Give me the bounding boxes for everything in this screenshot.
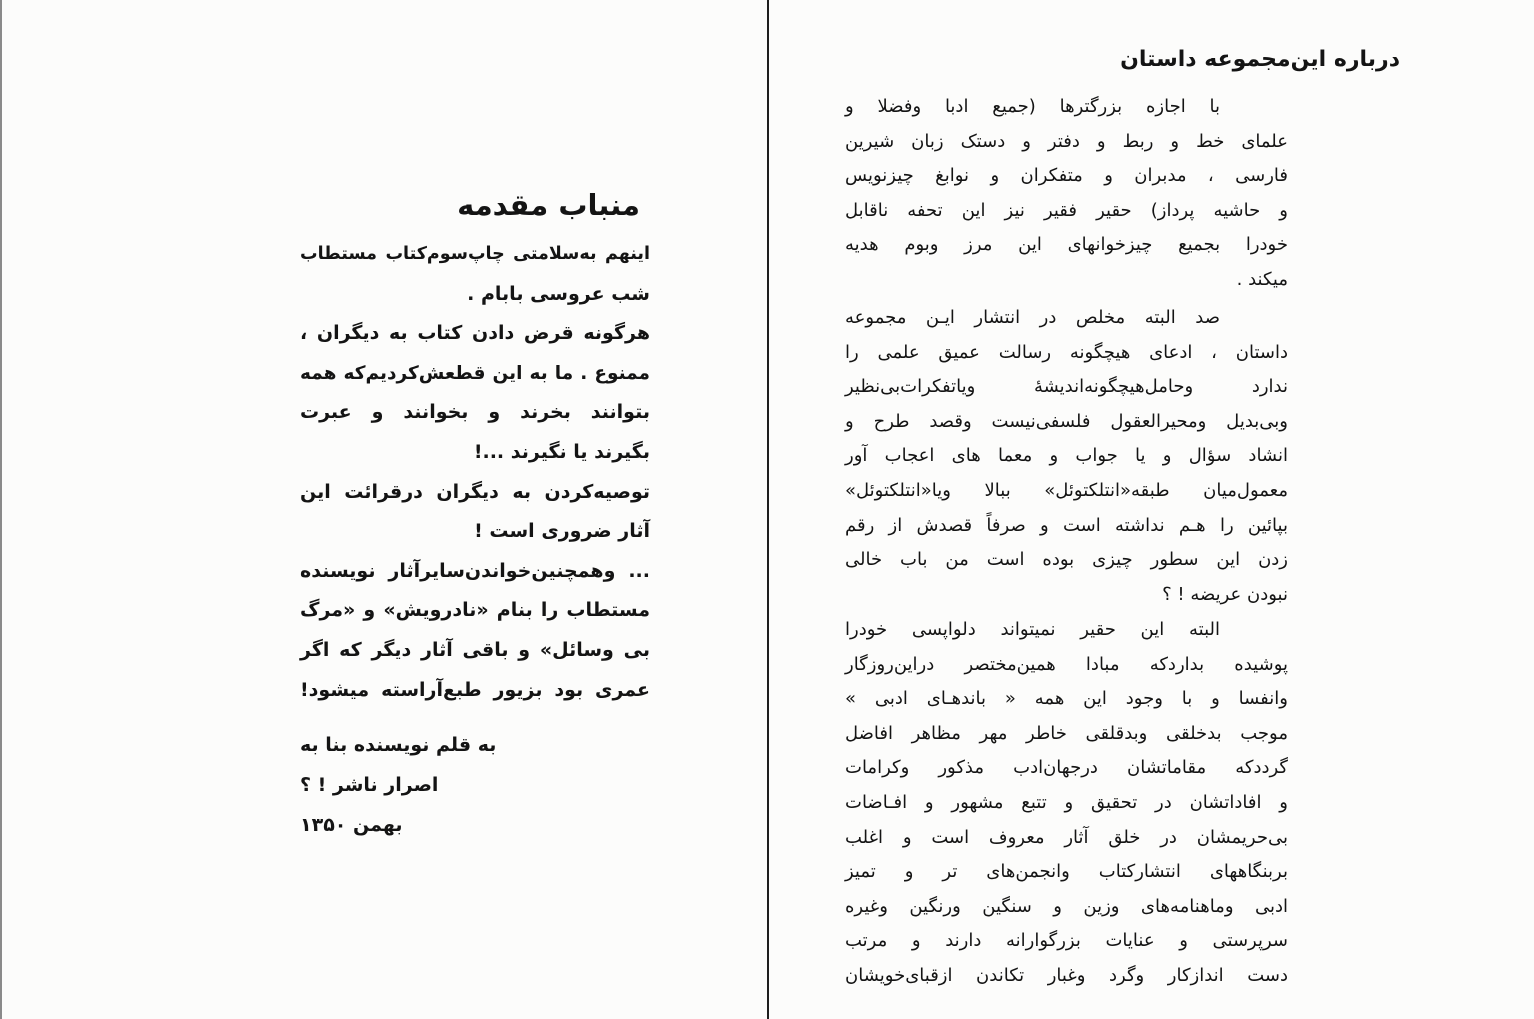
text-line: سرپرستی و عنایات بزرگوارانه دارند و مرتب (845, 930, 1288, 952)
page-edge (0, 0, 2, 1019)
text-line: وبی‌بدیل ومحیرالعقول فلسفی‌نیست وقصد طرح و (845, 410, 1288, 432)
text-line: دست اندازکار وگرد وغبار تکاندن ازقبای‌خویشان (845, 964, 1288, 986)
paragraph (845, 613, 1288, 994)
text-line: انشاد سؤال و یا جواب و معما های اعجاب آور (845, 445, 1288, 467)
text-line: بی‌حریمشان در خلق آثار معروف است و اغلب (845, 826, 1288, 848)
left-page-title: منباب مقدمه (457, 188, 640, 222)
signature-date: بهمن ۱۳۵۰ (300, 814, 403, 836)
right-page-title: درباره این‌مجموعه داستان (1120, 47, 1400, 72)
text-line: اینهم به‌سلامتی چاپ‌سوم‌کتاب مستطاب (300, 244, 650, 264)
paragraph (845, 301, 1288, 612)
text-line: بتوانند بخرند و بخوانند و عبرت (300, 401, 650, 424)
text-line: توصیه‌کردن به دیگران درقرائت این (300, 480, 650, 503)
text-line: خودرا بجمیع چیزخوانهای این مرز وبوم هدیه (845, 234, 1288, 256)
text-line: وانفسا و با وجود این همه « باندهـای ادبی » (845, 688, 1288, 710)
text-line: شب عروسی بابام . (467, 282, 650, 305)
text-line: داستان ، ادعای هیچگونه رسالت عمیق علمی را (845, 341, 1288, 363)
text-line: بربنگاههای انتشارکتاب وانجمن‌های تر و تمیز (845, 861, 1288, 883)
text-line: پوشیده بداردکه مبادا همین‌مختصر دراین‌روزگار (845, 653, 1288, 675)
signature-line: به قلم نویسنده بنا به (300, 734, 497, 756)
text-line: عمری بود بزیور طبع‌آراسته میشود! (300, 678, 650, 701)
signature-line: اصرار ناشر ! ؟ (300, 774, 439, 796)
text-line: زدن این سطور چیزی بوده است من باب خالی (845, 549, 1288, 571)
text-line: معمول‌میان طبقه«انتلکتوئل» ببالا ویا«انتلکتوئل» (845, 479, 1288, 501)
text-line: با اجازه بزرگترها (جمیع ادبا وفضلا و (845, 96, 1220, 117)
text-line: موجب بدخلقی وبدقلقی خاطر مهر مظاهر افاضل (845, 722, 1288, 744)
text-line: ندارد وحامل‌هیچگونه‌اندیشهٔ ویاتفکرات‌بی‌نظیر (845, 376, 1288, 398)
text-line: نبودن عریضه ! ؟ (1162, 583, 1288, 605)
text-line: صد البته مخلص در انتشار ایـن مجموعه (845, 307, 1220, 328)
text-line: آثار ضروری است ! (474, 520, 650, 543)
text-line: میکند . (1236, 268, 1288, 290)
text-line: مستطاب را بنام «نادرویش» و «مرگ (300, 599, 650, 622)
left-page-body (300, 235, 650, 710)
text-line: بی وسائل» و باقی آثار دیگر که اگر (300, 638, 650, 661)
paragraph (845, 90, 1288, 298)
book-gutter (767, 0, 769, 1019)
text-line: بگیرند یا نگیرند ...! (473, 440, 650, 463)
text-line: و افاداتشان در تحقیق و تتبع مشهور و افـاضات (845, 791, 1288, 813)
text-line: البته این حقیر نمیتواند دلواپسی خودرا (845, 619, 1220, 640)
text-line: ... وهمچنین‌خواندن‌سایرآثار نویسنده (300, 559, 650, 582)
text-line: علمای خط و ربط و دفتر و دستک زبان شیرین (845, 130, 1288, 152)
text-line: فارسی ، مدبران و متفکران و نوابغ چیزنویس (845, 165, 1288, 187)
author-signature (300, 725, 650, 845)
text-line: ادبی وماهنامه‌های وزین و سنگین ورنگین وغیره (845, 895, 1288, 917)
text-line: و حاشیه پرداز) حقیر فقیر نیز این تحفه ناقابل (845, 199, 1288, 221)
text-line: ممنوع . ما به این قطعش‌کردیم‌که همه (300, 362, 650, 384)
text-line: گرددکه مقاماتشان درجهان‌ادب مذکور وکرامات (845, 757, 1288, 779)
text-line: هرگونه قرض دادن کتاب به دیگران ، (300, 322, 650, 345)
text-line: بپائین را هـم نداشته است و صرفاً قصدش از رقم (845, 514, 1288, 536)
